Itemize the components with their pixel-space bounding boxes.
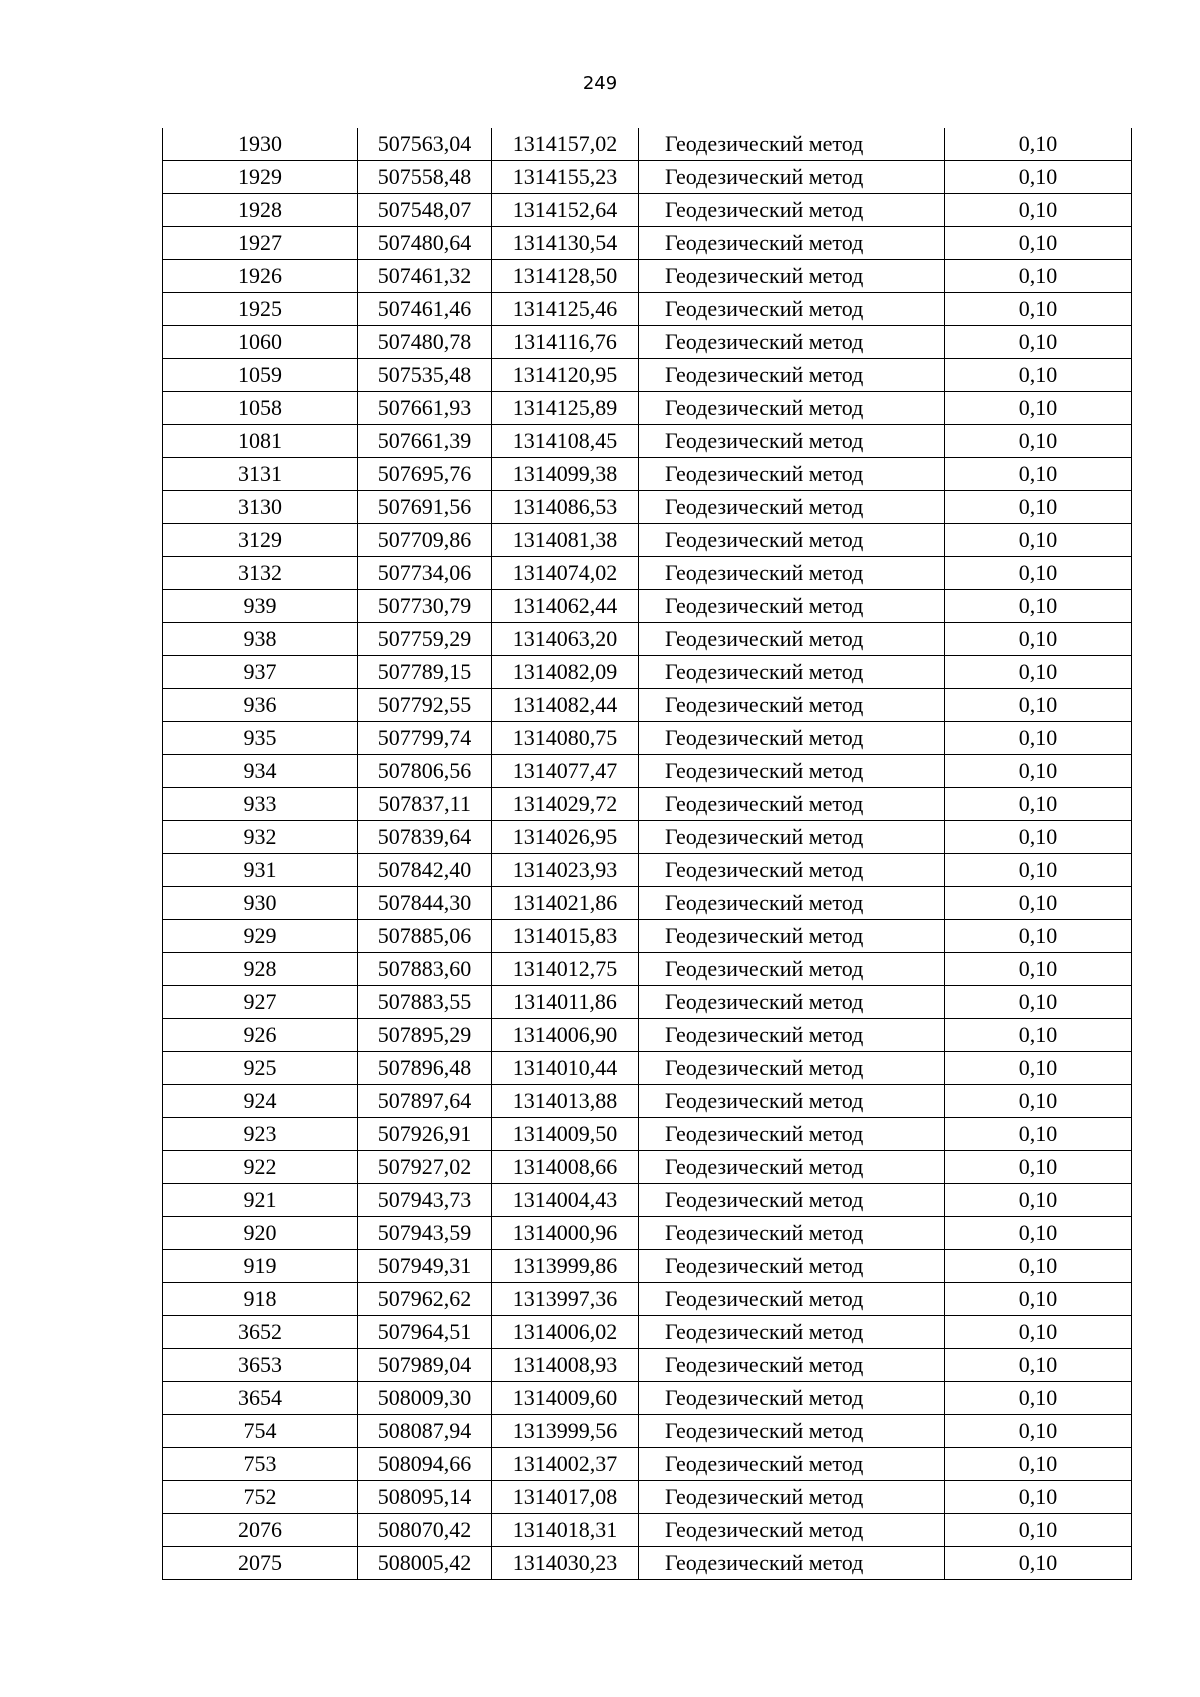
table-row — [163, 590, 1132, 623]
accuracy-cell: 0,10 — [945, 458, 1132, 491]
accuracy-cell: 0,10 — [945, 953, 1132, 986]
point-number-cell: 1060 — [163, 326, 358, 359]
x-coordinate-cell: 507563,04 — [358, 128, 492, 161]
x-coordinate-cell: 507535,48 — [358, 359, 492, 392]
x-coordinate-cell: 507943,73 — [358, 1184, 492, 1217]
method-cell: Геодезический метод — [639, 128, 945, 161]
method-cell: Геодезический метод — [639, 359, 945, 392]
point-number-cell: 919 — [163, 1250, 358, 1283]
method-cell: Геодезический метод — [639, 1019, 945, 1052]
accuracy-cell: 0,10 — [945, 1019, 1132, 1052]
table-row — [163, 227, 1132, 260]
accuracy-cell: 0,10 — [945, 986, 1132, 1019]
accuracy-cell: 0,10 — [945, 1184, 1132, 1217]
accuracy-cell: 0,10 — [945, 557, 1132, 590]
y-coordinate-cell: 1314116,76 — [492, 326, 639, 359]
point-number-cell: 921 — [163, 1184, 358, 1217]
x-coordinate-cell: 508094,66 — [358, 1448, 492, 1481]
y-coordinate-cell: 1314017,08 — [492, 1481, 639, 1514]
accuracy-cell: 0,10 — [945, 1382, 1132, 1415]
accuracy-cell: 0,10 — [945, 1514, 1132, 1547]
y-coordinate-cell: 1314082,09 — [492, 656, 639, 689]
point-number-cell: 925 — [163, 1052, 358, 1085]
table-row — [163, 1019, 1132, 1052]
table-row — [163, 1382, 1132, 1415]
method-cell: Геодезический метод — [639, 755, 945, 788]
x-coordinate-cell: 507695,76 — [358, 458, 492, 491]
x-coordinate-cell: 508005,42 — [358, 1547, 492, 1580]
x-coordinate-cell: 507989,04 — [358, 1349, 492, 1382]
table-row — [163, 491, 1132, 524]
y-coordinate-cell: 1314080,75 — [492, 722, 639, 755]
point-number-cell: 754 — [163, 1415, 358, 1448]
method-cell: Геодезический метод — [639, 491, 945, 524]
x-coordinate-cell: 507709,86 — [358, 524, 492, 557]
x-coordinate-cell: 507799,74 — [358, 722, 492, 755]
x-coordinate-cell: 507558,48 — [358, 161, 492, 194]
table-row — [163, 887, 1132, 920]
y-coordinate-cell: 1314006,90 — [492, 1019, 639, 1052]
method-cell: Геодезический метод — [639, 1217, 945, 1250]
table-row — [163, 1481, 1132, 1514]
y-coordinate-cell: 1314009,50 — [492, 1118, 639, 1151]
method-cell: Геодезический метод — [639, 1514, 945, 1547]
x-coordinate-cell: 507461,46 — [358, 293, 492, 326]
y-coordinate-cell: 1313997,36 — [492, 1283, 639, 1316]
method-cell: Геодезический метод — [639, 425, 945, 458]
table-row — [163, 524, 1132, 557]
method-cell: Геодезический метод — [639, 788, 945, 821]
point-number-cell: 3653 — [163, 1349, 358, 1382]
x-coordinate-cell: 508070,42 — [358, 1514, 492, 1547]
x-coordinate-cell: 507926,91 — [358, 1118, 492, 1151]
table-row — [163, 788, 1132, 821]
table-row — [163, 656, 1132, 689]
table-row — [163, 854, 1132, 887]
y-coordinate-cell: 1314029,72 — [492, 788, 639, 821]
table-row — [163, 293, 1132, 326]
point-number-cell: 930 — [163, 887, 358, 920]
table-row — [163, 1514, 1132, 1547]
table-row — [163, 1217, 1132, 1250]
accuracy-cell: 0,10 — [945, 1085, 1132, 1118]
method-cell: Геодезический метод — [639, 854, 945, 887]
point-number-cell: 2075 — [163, 1547, 358, 1580]
y-coordinate-cell: 1314030,23 — [492, 1547, 639, 1580]
accuracy-cell: 0,10 — [945, 425, 1132, 458]
accuracy-cell: 0,10 — [945, 788, 1132, 821]
table-row — [163, 623, 1132, 656]
y-coordinate-cell: 1314108,45 — [492, 425, 639, 458]
accuracy-cell: 0,10 — [945, 1283, 1132, 1316]
x-coordinate-cell: 507844,30 — [358, 887, 492, 920]
method-cell: Геодезический метод — [639, 590, 945, 623]
table-row — [163, 920, 1132, 953]
method-cell: Геодезический метод — [639, 194, 945, 227]
table-row — [163, 1415, 1132, 1448]
x-coordinate-cell: 507548,07 — [358, 194, 492, 227]
table-row — [163, 1118, 1132, 1151]
y-coordinate-cell: 1314063,20 — [492, 623, 639, 656]
method-cell: Геодезический метод — [639, 1448, 945, 1481]
accuracy-cell: 0,10 — [945, 491, 1132, 524]
x-coordinate-cell: 507962,62 — [358, 1283, 492, 1316]
point-number-cell: 3131 — [163, 458, 358, 491]
x-coordinate-cell: 507964,51 — [358, 1316, 492, 1349]
table-row — [163, 953, 1132, 986]
accuracy-cell: 0,10 — [945, 260, 1132, 293]
method-cell: Геодезический метод — [639, 1547, 945, 1580]
point-number-cell: 923 — [163, 1118, 358, 1151]
method-cell: Геодезический метод — [639, 1349, 945, 1382]
accuracy-cell: 0,10 — [945, 194, 1132, 227]
y-coordinate-cell: 1314012,75 — [492, 953, 639, 986]
table-row — [163, 1184, 1132, 1217]
accuracy-cell: 0,10 — [945, 854, 1132, 887]
point-number-cell: 3652 — [163, 1316, 358, 1349]
table-row — [163, 260, 1132, 293]
table-row — [163, 1448, 1132, 1481]
y-coordinate-cell: 1314008,66 — [492, 1151, 639, 1184]
method-cell: Геодезический метод — [639, 1118, 945, 1151]
point-number-cell: 928 — [163, 953, 358, 986]
x-coordinate-cell: 507730,79 — [358, 590, 492, 623]
x-coordinate-cell: 508009,30 — [358, 1382, 492, 1415]
table-row — [163, 161, 1132, 194]
y-coordinate-cell: 1313999,56 — [492, 1415, 639, 1448]
table-row — [163, 194, 1132, 227]
x-coordinate-cell: 508087,94 — [358, 1415, 492, 1448]
accuracy-cell: 0,10 — [945, 722, 1132, 755]
x-coordinate-cell: 507949,31 — [358, 1250, 492, 1283]
point-number-cell: 927 — [163, 986, 358, 1019]
accuracy-cell: 0,10 — [945, 326, 1132, 359]
point-number-cell: 922 — [163, 1151, 358, 1184]
method-cell: Геодезический метод — [639, 1415, 945, 1448]
y-coordinate-cell: 1314062,44 — [492, 590, 639, 623]
x-coordinate-cell: 507759,29 — [358, 623, 492, 656]
accuracy-cell: 0,10 — [945, 1052, 1132, 1085]
x-coordinate-cell: 507896,48 — [358, 1052, 492, 1085]
point-number-cell: 2076 — [163, 1514, 358, 1547]
x-coordinate-cell: 507943,59 — [358, 1217, 492, 1250]
x-coordinate-cell: 507842,40 — [358, 854, 492, 887]
method-cell: Геодезический метод — [639, 392, 945, 425]
method-cell: Геодезический метод — [639, 227, 945, 260]
table-row — [163, 359, 1132, 392]
method-cell: Геодезический метод — [639, 458, 945, 491]
accuracy-cell: 0,10 — [945, 1547, 1132, 1580]
coordinates-table-body — [163, 128, 1132, 1580]
point-number-cell: 936 — [163, 689, 358, 722]
method-cell: Геодезический метод — [639, 293, 945, 326]
point-number-cell: 926 — [163, 1019, 358, 1052]
accuracy-cell: 0,10 — [945, 1118, 1132, 1151]
y-coordinate-cell: 1314011,86 — [492, 986, 639, 1019]
x-coordinate-cell: 507837,11 — [358, 788, 492, 821]
method-cell: Геодезический метод — [639, 689, 945, 722]
accuracy-cell: 0,10 — [945, 1217, 1132, 1250]
table-row — [163, 1316, 1132, 1349]
y-coordinate-cell: 1314099,38 — [492, 458, 639, 491]
point-number-cell: 1927 — [163, 227, 358, 260]
method-cell: Геодезический метод — [639, 1316, 945, 1349]
method-cell: Геодезический метод — [639, 524, 945, 557]
accuracy-cell: 0,10 — [945, 1316, 1132, 1349]
y-coordinate-cell: 1314000,96 — [492, 1217, 639, 1250]
y-coordinate-cell: 1314013,88 — [492, 1085, 639, 1118]
y-coordinate-cell: 1314082,44 — [492, 689, 639, 722]
method-cell: Геодезический метод — [639, 161, 945, 194]
point-number-cell: 1059 — [163, 359, 358, 392]
method-cell: Геодезический метод — [639, 887, 945, 920]
point-number-cell: 929 — [163, 920, 358, 953]
point-number-cell: 752 — [163, 1481, 358, 1514]
x-coordinate-cell: 507883,55 — [358, 986, 492, 1019]
y-coordinate-cell: 1314009,60 — [492, 1382, 639, 1415]
table-row — [163, 1250, 1132, 1283]
method-cell: Геодезический метод — [639, 656, 945, 689]
point-number-cell: 1929 — [163, 161, 358, 194]
accuracy-cell: 0,10 — [945, 623, 1132, 656]
x-coordinate-cell: 507734,06 — [358, 557, 492, 590]
x-coordinate-cell: 507461,32 — [358, 260, 492, 293]
method-cell: Геодезический метод — [639, 1052, 945, 1085]
x-coordinate-cell: 507789,15 — [358, 656, 492, 689]
method-cell: Геодезический метод — [639, 1085, 945, 1118]
x-coordinate-cell: 507661,93 — [358, 392, 492, 425]
method-cell: Геодезический метод — [639, 260, 945, 293]
point-number-cell: 1930 — [163, 128, 358, 161]
accuracy-cell: 0,10 — [945, 359, 1132, 392]
point-number-cell: 753 — [163, 1448, 358, 1481]
point-number-cell: 933 — [163, 788, 358, 821]
table-row — [163, 326, 1132, 359]
point-number-cell: 924 — [163, 1085, 358, 1118]
y-coordinate-cell: 1314128,50 — [492, 260, 639, 293]
y-coordinate-cell: 1314077,47 — [492, 755, 639, 788]
x-coordinate-cell: 507897,64 — [358, 1085, 492, 1118]
point-number-cell: 931 — [163, 854, 358, 887]
x-coordinate-cell: 507806,56 — [358, 755, 492, 788]
table-row — [163, 1052, 1132, 1085]
table-row — [163, 557, 1132, 590]
point-number-cell: 1058 — [163, 392, 358, 425]
y-coordinate-cell: 1314130,54 — [492, 227, 639, 260]
y-coordinate-cell: 1314086,53 — [492, 491, 639, 524]
accuracy-cell: 0,10 — [945, 524, 1132, 557]
y-coordinate-cell: 1314004,43 — [492, 1184, 639, 1217]
x-coordinate-cell: 507883,60 — [358, 953, 492, 986]
y-coordinate-cell: 1314157,02 — [492, 128, 639, 161]
table-row — [163, 1283, 1132, 1316]
y-coordinate-cell: 1314074,02 — [492, 557, 639, 590]
method-cell: Геодезический метод — [639, 986, 945, 1019]
table-row — [163, 425, 1132, 458]
point-number-cell: 1925 — [163, 293, 358, 326]
table-row — [163, 1349, 1132, 1382]
accuracy-cell: 0,10 — [945, 689, 1132, 722]
method-cell: Геодезический метод — [639, 326, 945, 359]
table-row — [163, 1151, 1132, 1184]
point-number-cell: 934 — [163, 755, 358, 788]
accuracy-cell: 0,10 — [945, 887, 1132, 920]
accuracy-cell: 0,10 — [945, 920, 1132, 953]
y-coordinate-cell: 1314081,38 — [492, 524, 639, 557]
point-number-cell: 1928 — [163, 194, 358, 227]
y-coordinate-cell: 1314021,86 — [492, 887, 639, 920]
table-row — [163, 1085, 1132, 1118]
method-cell: Геодезический метод — [639, 1481, 945, 1514]
y-coordinate-cell: 1314002,37 — [492, 1448, 639, 1481]
point-number-cell: 1926 — [163, 260, 358, 293]
method-cell: Геодезический метод — [639, 953, 945, 986]
table-row — [163, 458, 1132, 491]
table-row — [163, 392, 1132, 425]
accuracy-cell: 0,10 — [945, 1481, 1132, 1514]
page-number: 249 — [582, 73, 618, 94]
accuracy-cell: 0,10 — [945, 590, 1132, 623]
accuracy-cell: 0,10 — [945, 821, 1132, 854]
table-row — [163, 128, 1132, 161]
y-coordinate-cell: 1314006,02 — [492, 1316, 639, 1349]
accuracy-cell: 0,10 — [945, 1415, 1132, 1448]
method-cell: Геодезический метод — [639, 1184, 945, 1217]
accuracy-cell: 0,10 — [945, 227, 1132, 260]
y-coordinate-cell: 1314152,64 — [492, 194, 639, 227]
method-cell: Геодезический метод — [639, 1151, 945, 1184]
point-number-cell: 3130 — [163, 491, 358, 524]
method-cell: Геодезический метод — [639, 920, 945, 953]
point-number-cell: 920 — [163, 1217, 358, 1250]
point-number-cell: 938 — [163, 623, 358, 656]
table-row — [163, 1547, 1132, 1580]
table-row — [163, 986, 1132, 1019]
accuracy-cell: 0,10 — [945, 755, 1132, 788]
point-number-cell: 935 — [163, 722, 358, 755]
y-coordinate-cell: 1314010,44 — [492, 1052, 639, 1085]
x-coordinate-cell: 507691,56 — [358, 491, 492, 524]
accuracy-cell: 0,10 — [945, 161, 1132, 194]
accuracy-cell: 0,10 — [945, 656, 1132, 689]
method-cell: Геодезический метод — [639, 1250, 945, 1283]
y-coordinate-cell: 1314018,31 — [492, 1514, 639, 1547]
method-cell: Геодезический метод — [639, 1283, 945, 1316]
point-number-cell: 3129 — [163, 524, 358, 557]
y-coordinate-cell: 1314125,89 — [492, 392, 639, 425]
x-coordinate-cell: 507839,64 — [358, 821, 492, 854]
x-coordinate-cell: 507927,02 — [358, 1151, 492, 1184]
accuracy-cell: 0,10 — [945, 1349, 1132, 1382]
method-cell: Геодезический метод — [639, 623, 945, 656]
accuracy-cell: 0,10 — [945, 392, 1132, 425]
table-row — [163, 722, 1132, 755]
y-coordinate-cell: 1314155,23 — [492, 161, 639, 194]
coordinates-table — [162, 128, 1132, 1580]
table-row — [163, 755, 1132, 788]
point-number-cell: 3132 — [163, 557, 358, 590]
point-number-cell: 3654 — [163, 1382, 358, 1415]
point-number-cell: 1081 — [163, 425, 358, 458]
y-coordinate-cell: 1313999,86 — [492, 1250, 639, 1283]
x-coordinate-cell: 507885,06 — [358, 920, 492, 953]
y-coordinate-cell: 1314008,93 — [492, 1349, 639, 1382]
accuracy-cell: 0,10 — [945, 128, 1132, 161]
x-coordinate-cell: 507792,55 — [358, 689, 492, 722]
x-coordinate-cell: 507661,39 — [358, 425, 492, 458]
point-number-cell: 937 — [163, 656, 358, 689]
accuracy-cell: 0,10 — [945, 1448, 1132, 1481]
y-coordinate-cell: 1314125,46 — [492, 293, 639, 326]
accuracy-cell: 0,10 — [945, 293, 1132, 326]
x-coordinate-cell: 507480,78 — [358, 326, 492, 359]
y-coordinate-cell: 1314120,95 — [492, 359, 639, 392]
table-row — [163, 689, 1132, 722]
y-coordinate-cell: 1314015,83 — [492, 920, 639, 953]
point-number-cell: 932 — [163, 821, 358, 854]
x-coordinate-cell: 507480,64 — [358, 227, 492, 260]
accuracy-cell: 0,10 — [945, 1250, 1132, 1283]
table-row — [163, 821, 1132, 854]
y-coordinate-cell: 1314023,93 — [492, 854, 639, 887]
accuracy-cell: 0,10 — [945, 1151, 1132, 1184]
point-number-cell: 918 — [163, 1283, 358, 1316]
method-cell: Геодезический метод — [639, 557, 945, 590]
method-cell: Геодезический метод — [639, 1382, 945, 1415]
x-coordinate-cell: 507895,29 — [358, 1019, 492, 1052]
method-cell: Геодезический метод — [639, 722, 945, 755]
y-coordinate-cell: 1314026,95 — [492, 821, 639, 854]
method-cell: Геодезический метод — [639, 821, 945, 854]
point-number-cell: 939 — [163, 590, 358, 623]
x-coordinate-cell: 508095,14 — [358, 1481, 492, 1514]
